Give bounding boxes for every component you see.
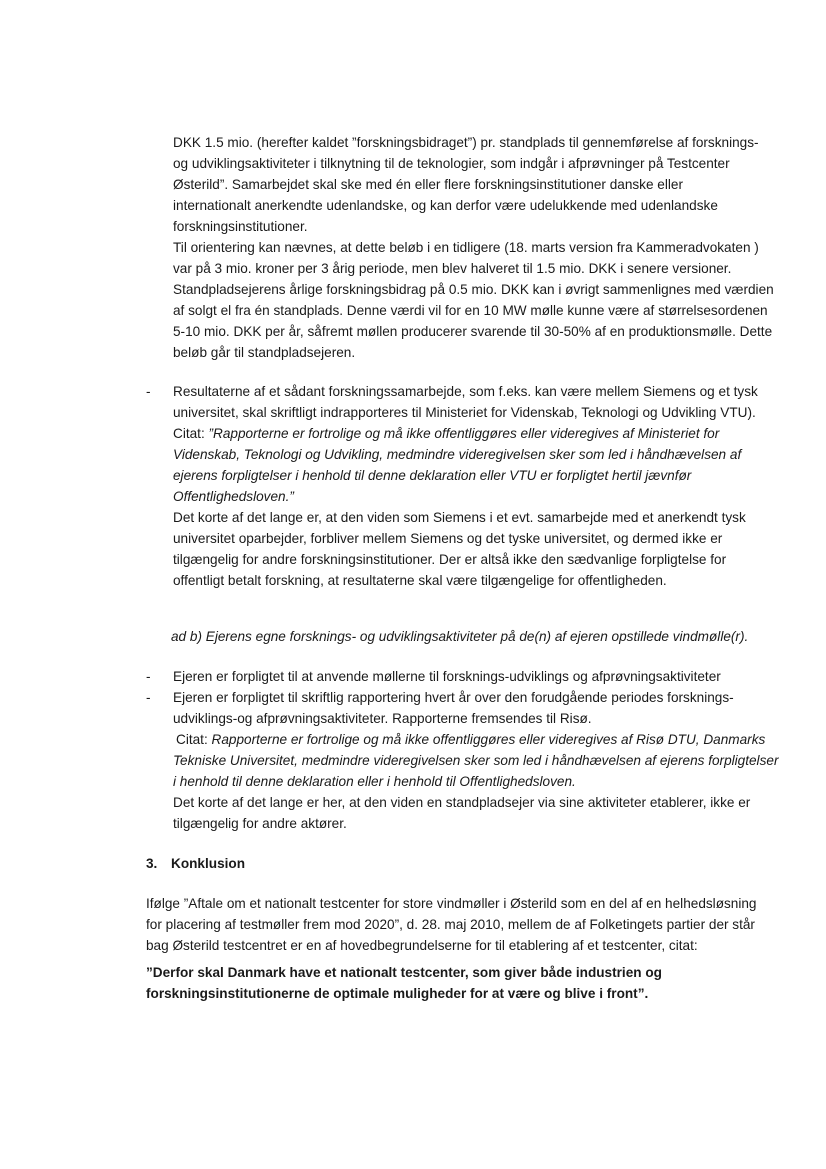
section-title: Konklusion <box>171 856 246 871</box>
text-line: af solgt el fra én standplads. Denne værdi vil for en 10 MW mølle kunne være af størrelsesordenen <box>173 303 768 318</box>
section-heading: ad b) Ejerens egne forsknings- og udviklingsaktiviteter på de(n) af ejeren opstillede vindmølle(r). <box>171 629 749 644</box>
text-line: universitet, skal skriftligt indrapporteres til Ministeriet for Videnskab, Teknologi og Udvikling VTU). <box>173 405 756 420</box>
text-line: var på 3 mio. kroner per 3 årig periode, men blev halveret til 1.5 mio. DKK i senere versioner. <box>173 261 732 276</box>
text-line: universitet oparbejder, forbliver mellem Siemens og det tyske universitet, og dermed ikke er <box>173 531 723 546</box>
text-line: tilgængelig for andre forskningsinstitutioner. Der er altså ikke den sædvanlige forpligtelse for <box>173 552 727 567</box>
text-line: internationalt anerkendte udenlandske, og kan derfor være udelukkende med udenlandske <box>173 198 718 213</box>
quote-line: i henhold til denne deklaration eller i henhold til Offentlighedsloven. <box>173 774 576 789</box>
text-line: for placering af testmøller frem mod 2020”, d. 28. maj 2010, mellem de af Folketingets partier der står <box>146 917 755 932</box>
text-line: Det korte af det lange er, at den viden som Siemens i et evt. samarbejde med et anerkendt tysk <box>173 510 746 525</box>
quote-line: Offentlighedsloven.” <box>173 489 294 504</box>
text-line: Resultaterne af et sådant forskningssamarbejde, som f.eks. kan være mellem Siemens og et tysk <box>173 384 758 399</box>
text-line: 5-10 mio. DKK per år, såfremt møllen producerer svarende til 30-50% af en produktionsmølle. Dette <box>173 324 773 339</box>
text-line: udviklings-og afprøvningsaktiviteter. Rapporterne fremsendes til Risø. <box>173 711 592 726</box>
text-line: Ejeren er forpligtet til at anvende møllerne til forsknings-udviklings og afprøvningsaktiviteter <box>173 669 721 684</box>
bullet-dash: - <box>146 690 151 705</box>
text-line: og udviklingsaktiviteter i tilknytning til de teknologier, som indgår i afprøvninger på Testcenter <box>173 156 730 171</box>
quote-line: Tekniske Universitet, medmindre videregivelsen sker som led i håndhævelsen af ejerens forpligtelser <box>173 753 779 768</box>
text-line: Ifølge ”Aftale om et nationalt testcenter for store vindmøller i Østerild som en del af en helhedsløsning <box>146 896 757 911</box>
text-line: bag Østerild testcentret er en af hovedbegrundelserne for til etablering af et testcenter, citat: <box>146 938 698 953</box>
citat-label: Citat: <box>173 426 209 441</box>
text-line: Standpladsejerens årlige forskningsbidrag på 0.5 mio. DKK kan i øvrigt sammenlignes med værdien <box>173 282 774 297</box>
text-line: tilgængelig for andre aktører. <box>173 816 347 831</box>
text-line: DKK 1.5 mio. (herefter kaldet ”forskningsbidraget”) pr. standplads til gennemførelse af forsknings- <box>173 135 759 150</box>
text-line: Ejeren er forpligtet til skriftlig rapportering hvert år over den forudgående periodes forsknings- <box>173 690 734 705</box>
quote-line: ejerens forpligtelser i henhold til denne deklaration eller VTU er forpligtet hertil jævnfør <box>173 468 692 483</box>
bullet-dash: - <box>146 669 151 684</box>
quote-text: Rapporterne er fortrolige og må ikke offentliggøres eller videregives af Risø DTU, Danmarks <box>211 732 766 747</box>
quote-text: ”Rapporterne er fortrolige og må ikke offentliggøres eller videregives af Ministeriet for <box>208 426 720 441</box>
text-line <box>173 424 719 443</box>
text-line: Det korte af det lange er her, at den viden en standpladsejer via sine aktiviteter etablerer, ikke er <box>173 795 751 810</box>
section-number: 3. <box>146 856 158 871</box>
bullet-dash: - <box>146 384 151 399</box>
quote-line: Videnskab, Teknologi og Udvikling, medmindre videregivelsen sker som led i håndhævelsen af <box>173 447 742 462</box>
text-line <box>176 730 765 749</box>
text-line: Østerild”. Samarbejdet skal ske med én eller flere forskningsinstitutioner danske eller <box>173 177 683 192</box>
text-line: offentligt betalt forskning, at resultaterne skal være tilgængelige for offentligheden. <box>173 573 667 588</box>
text-line: forskningsinstitutioner. <box>173 219 308 234</box>
citat-label: Citat: <box>176 732 212 747</box>
text-line: beløb går til standpladsejeren. <box>173 345 356 360</box>
text-line: Til orientering kan nævnes, at dette beløb i en tidligere (18. marts version fra Kammeradvokaten ) <box>173 240 759 255</box>
bold-quote-line: forskningsinstitutionerne de optimale muligheder for at være og blive i front”. <box>146 986 649 1001</box>
bold-quote-line: ”Derfor skal Danmark have et nationalt testcenter, som giver både industrien og <box>146 965 662 980</box>
